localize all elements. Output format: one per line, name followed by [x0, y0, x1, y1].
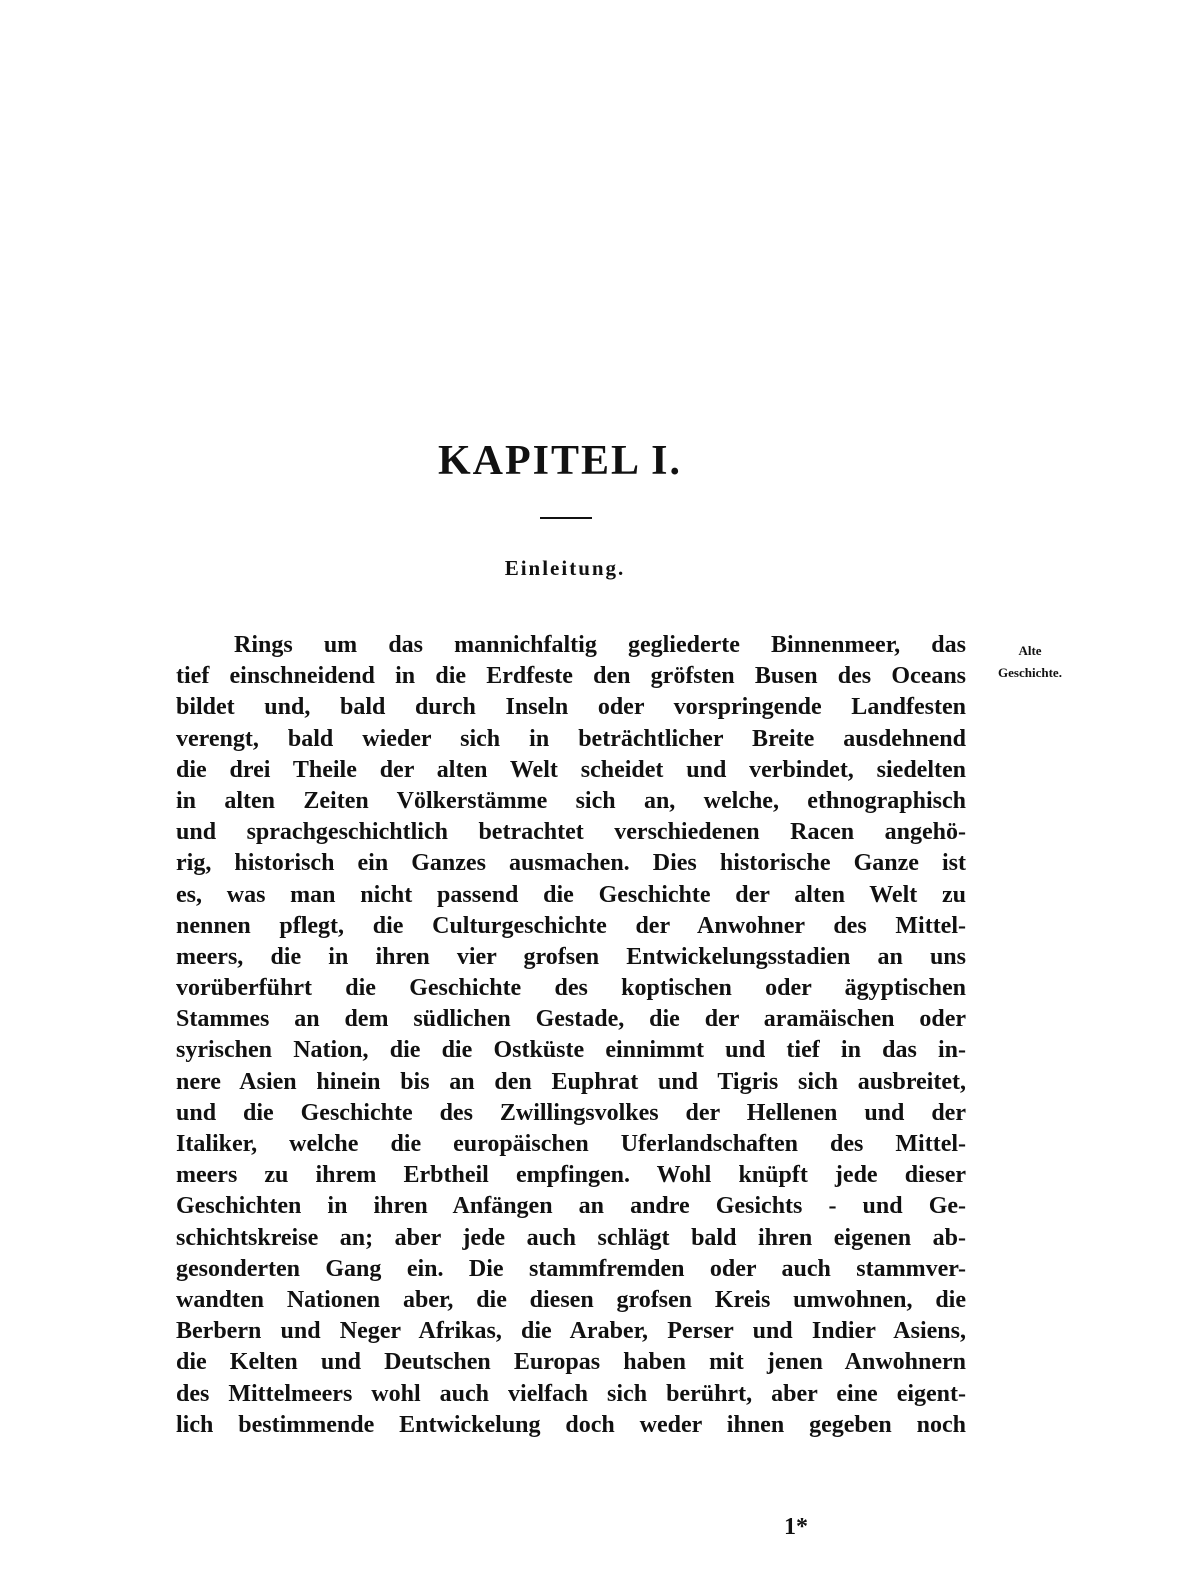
signature-mark: 1*: [784, 1514, 808, 1540]
text-line: verengt, bald wieder sich in beträchtlicher Breite ausdehnend: [176, 725, 966, 752]
text-line: meers zu ihrem Erbtheil empfingen. Wohl knüpft jede dieser: [176, 1162, 966, 1189]
text-line: vorüberführt die Geschichte des koptischen oder ägyptischen: [176, 975, 966, 1002]
margin-note-line-1: Alte: [1018, 643, 1042, 658]
text-line: des Mittelmeers wohl auch vielfach sich berührt, aber eine eigent-: [176, 1380, 966, 1407]
section-title: Einleitung.: [504, 556, 626, 580]
body-text: [176, 630, 966, 1441]
text-line: wandten Nationen aber, die diesen grofsen Kreis umwohnen, die: [176, 1286, 966, 1313]
chapter-title: KAPITEL I.: [437, 438, 683, 484]
text-line: Geschichten in ihren Anfängen an andre Gesichts - und Ge-: [176, 1193, 966, 1220]
text-line: tief einschneidend in die Erdfeste den gröfsten Busen des Oceans: [176, 663, 966, 690]
text-line: meers, die in ihren vier grofsen Entwickelungsstadien an uns: [176, 943, 966, 970]
text-line: bildet und, bald durch Inseln oder vorspringende Landfesten: [176, 694, 966, 721]
margin-note: [975, 640, 1085, 684]
text-line: Berbern und Neger Afrikas, die Araber, Perser und Indier Asiens,: [176, 1318, 966, 1345]
text-line: und die Geschichte des Zwillingsvolkes der Hellenen und der: [176, 1099, 966, 1126]
text-line: nennen pflegt, die Culturgeschichte der Anwohner des Mittel-: [176, 912, 966, 939]
text-line: Stammes an dem südlichen Gestade, die der aramäischen oder: [176, 1006, 966, 1033]
text-line: rig, historisch ein Ganzes ausmachen. Dies historische Ganze ist: [176, 850, 966, 877]
text-line: schichtskreise an; aber jede auch schlägt bald ihren eigenen ab-: [176, 1224, 966, 1251]
text-line: es, was man nicht passend die Geschichte der alten Welt zu: [176, 881, 966, 908]
text-line: Rings um das mannichfaltig gegliederte Binnenmeer, das: [234, 632, 966, 658]
title-rule: [540, 517, 592, 519]
text-line: syrischen Nation, die die Ostküste einnimmt und tief in das in-: [176, 1037, 966, 1064]
text-line: nere Asien hinein bis an den Euphrat und Tigris sich ausbreitet,: [176, 1068, 966, 1095]
text-line: die Kelten und Deutschen Europas haben mit jenen Anwohnern: [176, 1349, 966, 1376]
text-line: Italiker, welche die europäischen Uferlandschaften des Mittel-: [176, 1131, 966, 1157]
text-line: gesonderten Gang ein. Die stammfremden oder auch stammver-: [176, 1255, 966, 1282]
text-line: die drei Theile der alten Welt scheidet und verbindet, siedelten: [176, 756, 966, 783]
text-line: in alten Zeiten Völkerstämme sich an, welche, ethnographisch: [176, 787, 966, 814]
margin-note-line-2: Geschichte.: [998, 665, 1062, 680]
text-line: und sprachgeschichtlich betrachtet verschiedenen Racen angehö-: [176, 819, 966, 846]
text-line: lich bestimmende Entwickelung doch weder ihnen gegeben noch: [176, 1411, 966, 1438]
